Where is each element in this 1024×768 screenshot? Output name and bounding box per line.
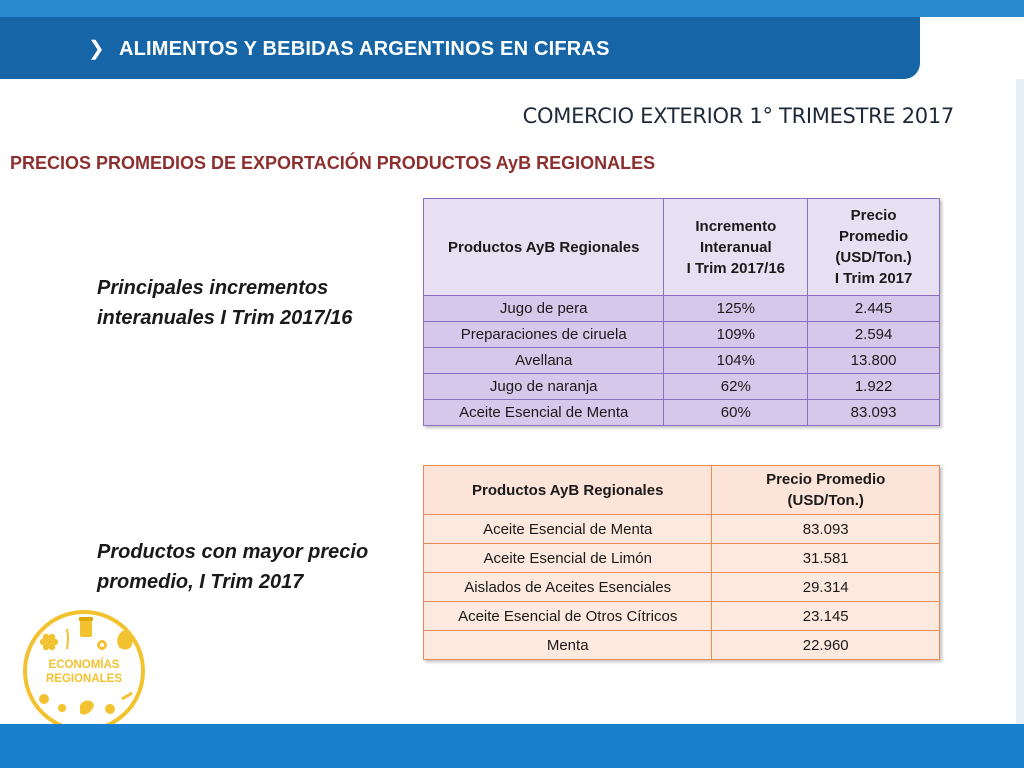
chevron-right-icon: ❯ — [88, 38, 105, 60]
cell-product: Avellana — [424, 348, 664, 374]
economias-regionales-logo-icon — [22, 609, 146, 733]
table-row — [424, 631, 940, 660]
cell-price: 2.594 — [808, 322, 940, 348]
logo-text-line1: ECONOMÍAS — [48, 659, 120, 671]
cell-price: 23.145 — [712, 602, 940, 631]
bottom-band — [0, 724, 1024, 768]
table-header-row — [424, 466, 940, 515]
table-row — [424, 573, 940, 602]
cell-product: Menta — [424, 631, 712, 660]
right-edge-strip — [1016, 79, 1024, 724]
cell-product: Aceite Esencial de Menta — [424, 400, 664, 426]
cell-increment: 60% — [664, 400, 808, 426]
fruit-icon — [58, 704, 66, 712]
header-increment: Incremento Interanual I Trim 2017/16 — [664, 199, 808, 296]
cell-product: Aceite Esencial de Limón — [424, 544, 712, 573]
cell-increment: 62% — [664, 374, 808, 400]
cell-product: Aislados de Aceites Esenciales — [424, 573, 712, 602]
header-price: Precio Promedio (USD/Ton.) — [712, 466, 940, 515]
label-increments: Principales incrementos interanuales I Trim 2017/16 — [97, 277, 353, 329]
label-top-price: Productos con mayor precio promedio, I Trim 2017 — [97, 541, 369, 593]
table-row — [424, 322, 940, 348]
cell-product: Preparaciones de ciruela — [424, 322, 664, 348]
increments-table — [423, 198, 940, 426]
table-row — [424, 296, 940, 322]
top-accent-strip — [0, 0, 1024, 17]
nut-icon — [105, 704, 115, 714]
header-product: Productos AyB Regionales — [424, 466, 712, 515]
cell-product: Aceite Esencial de Otros Cítricos — [424, 602, 712, 631]
table-row — [424, 400, 940, 426]
cell-increment: 109% — [664, 322, 808, 348]
cell-price: 22.960 — [712, 631, 940, 660]
cell-price: 1.922 — [808, 374, 940, 400]
table-row — [424, 374, 940, 400]
cell-product: Jugo de pera — [424, 296, 664, 322]
lemon-icon — [39, 694, 49, 704]
cell-product: Jugo de naranja — [424, 374, 664, 400]
cell-price: 29.314 — [712, 573, 940, 602]
table-row — [424, 515, 940, 544]
cell-product: Aceite Esencial de Menta — [424, 515, 712, 544]
cell-increment: 125% — [664, 296, 808, 322]
cell-price: 13.800 — [808, 348, 940, 374]
top-price-table — [423, 465, 940, 660]
section-heading: PRECIOS PROMEDIOS DE EXPORTACIÓN PRODUCTOS AyB REGIONALES — [10, 153, 656, 173]
table-row — [424, 544, 940, 573]
header-product: Productos AyB Regionales — [424, 199, 664, 296]
header-title-text: ALIMENTOS Y BEBIDAS ARGENTINOS EN CIFRAS — [118, 38, 610, 60]
table-row — [424, 348, 940, 374]
logo-text-line2: REGIONALES — [45, 673, 123, 685]
table-header-row — [424, 199, 940, 296]
header-title — [88, 36, 610, 61]
wheat-icon — [67, 629, 68, 649]
jar-icon — [80, 619, 92, 637]
page-subtitle: COMERCIO EXTERIOR 1° TRIMESTRE 2017 — [522, 104, 954, 128]
cell-price: 2.445 — [808, 296, 940, 322]
cell-price: 83.093 — [808, 400, 940, 426]
table-row — [424, 602, 940, 631]
header-price: Precio Promedio (USD/Ton.) I Trim 2017 — [808, 199, 940, 296]
cell-increment: 104% — [664, 348, 808, 374]
cell-price: 83.093 — [712, 515, 940, 544]
cell-price: 31.581 — [712, 544, 940, 573]
